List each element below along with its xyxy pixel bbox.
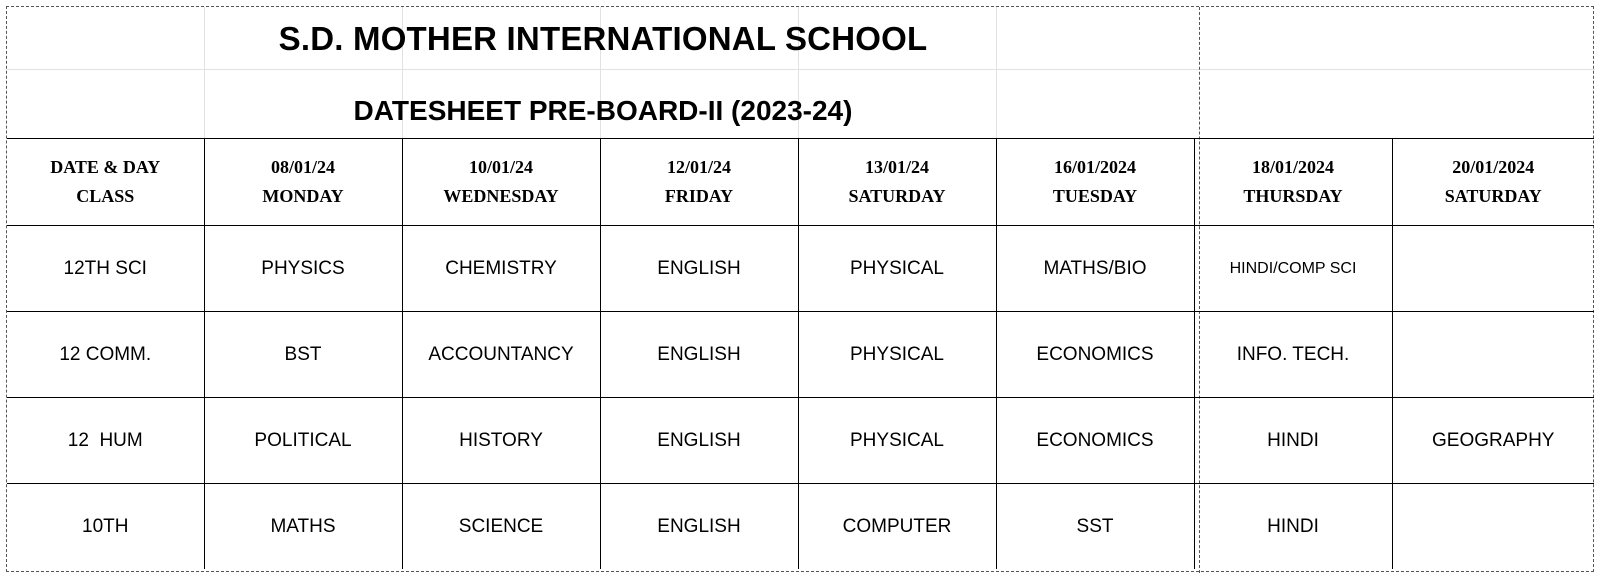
subject-cell: ECONOMICS <box>996 398 1194 484</box>
day-header-cell <box>600 139 798 226</box>
day-header-cell <box>402 139 600 226</box>
table-row <box>7 312 1594 398</box>
exam-date: 10/01/24 <box>468 157 533 177</box>
exam-date: 18/01/2024 <box>1251 157 1334 177</box>
datesheet-page <box>6 6 1594 572</box>
exam-day: THURSDAY <box>1243 186 1343 206</box>
exam-day: SATURDAY <box>1444 186 1542 206</box>
subject-cell: CHEMISTRY <box>402 226 600 312</box>
corner-header-cell <box>7 139 204 226</box>
subject-cell: PHYSICAL <box>798 312 996 398</box>
exam-day: MONDAY <box>262 186 344 206</box>
day-header-cell <box>1194 139 1392 226</box>
subject-cell: SST <box>996 484 1194 570</box>
subject-cell: HISTORY <box>402 398 600 484</box>
table-row <box>7 226 1594 312</box>
exam-date: 08/01/24 <box>270 157 335 177</box>
subject-cell <box>1392 312 1594 398</box>
subject-cell: BST <box>204 312 402 398</box>
day-header-cell <box>996 139 1194 226</box>
subject-cell: ENGLISH <box>600 484 798 570</box>
exam-day: FRIDAY <box>664 186 734 206</box>
school-name: S.D. MOTHER INTERNATIONAL SCHOOL <box>278 20 928 57</box>
subject-cell: HINDI <box>1194 398 1392 484</box>
subject-cell: ACCOUNTANCY <box>402 312 600 398</box>
subject-cell <box>1392 484 1594 570</box>
subject-cell: COMPUTER <box>798 484 996 570</box>
corner-label-class: CLASS <box>76 186 135 206</box>
datesheet-table <box>7 138 1594 569</box>
header-row <box>7 139 1594 226</box>
subject-cell: GEOGRAPHY <box>1392 398 1594 484</box>
exam-date: 12/01/24 <box>666 157 731 177</box>
subject-cell: POLITICAL <box>204 398 402 484</box>
subject-cell: PHYSICAL <box>798 226 996 312</box>
table-row <box>7 398 1594 484</box>
corner-label-date-day: DATE & DAY <box>50 157 161 177</box>
exam-day: SATURDAY <box>848 186 946 206</box>
subject-cell: MATHS/BIO <box>996 226 1194 312</box>
exam-date: 20/01/2024 <box>1452 157 1535 177</box>
exam-day: WEDNESDAY <box>443 186 559 206</box>
subject-cell: HINDI/COMP SCI <box>1194 226 1392 312</box>
day-header-cell <box>798 139 996 226</box>
subject-cell: PHYSICS <box>204 226 402 312</box>
class-cell: 10TH <box>7 484 204 570</box>
subject-cell: ENGLISH <box>600 312 798 398</box>
exam-day: TUESDAY <box>1052 186 1138 206</box>
subject-cell: INFO. TECH. <box>1194 312 1392 398</box>
subject-cell: ENGLISH <box>600 398 798 484</box>
subject-cell: SCIENCE <box>402 484 600 570</box>
day-header-cell <box>204 139 402 226</box>
subject-cell: ENGLISH <box>600 226 798 312</box>
subject-cell: PHYSICAL <box>798 398 996 484</box>
subject-cell: ECONOMICS <box>996 312 1194 398</box>
exam-date: 16/01/2024 <box>1053 157 1136 177</box>
class-cell: 12 HUM <box>7 398 204 484</box>
subject-cell <box>1392 226 1594 312</box>
gridline <box>1199 69 1595 70</box>
subject-cell: HINDI <box>1194 484 1392 570</box>
datesheet-title: DATESHEET PRE-BOARD-II (2023-24) <box>353 95 853 126</box>
class-cell: 12TH SCI <box>7 226 204 312</box>
table-row <box>7 484 1594 570</box>
subject-cell: MATHS <box>204 484 402 570</box>
exam-date: 13/01/24 <box>864 157 929 177</box>
day-header-cell <box>1392 139 1594 226</box>
class-cell: 12 COMM. <box>7 312 204 398</box>
